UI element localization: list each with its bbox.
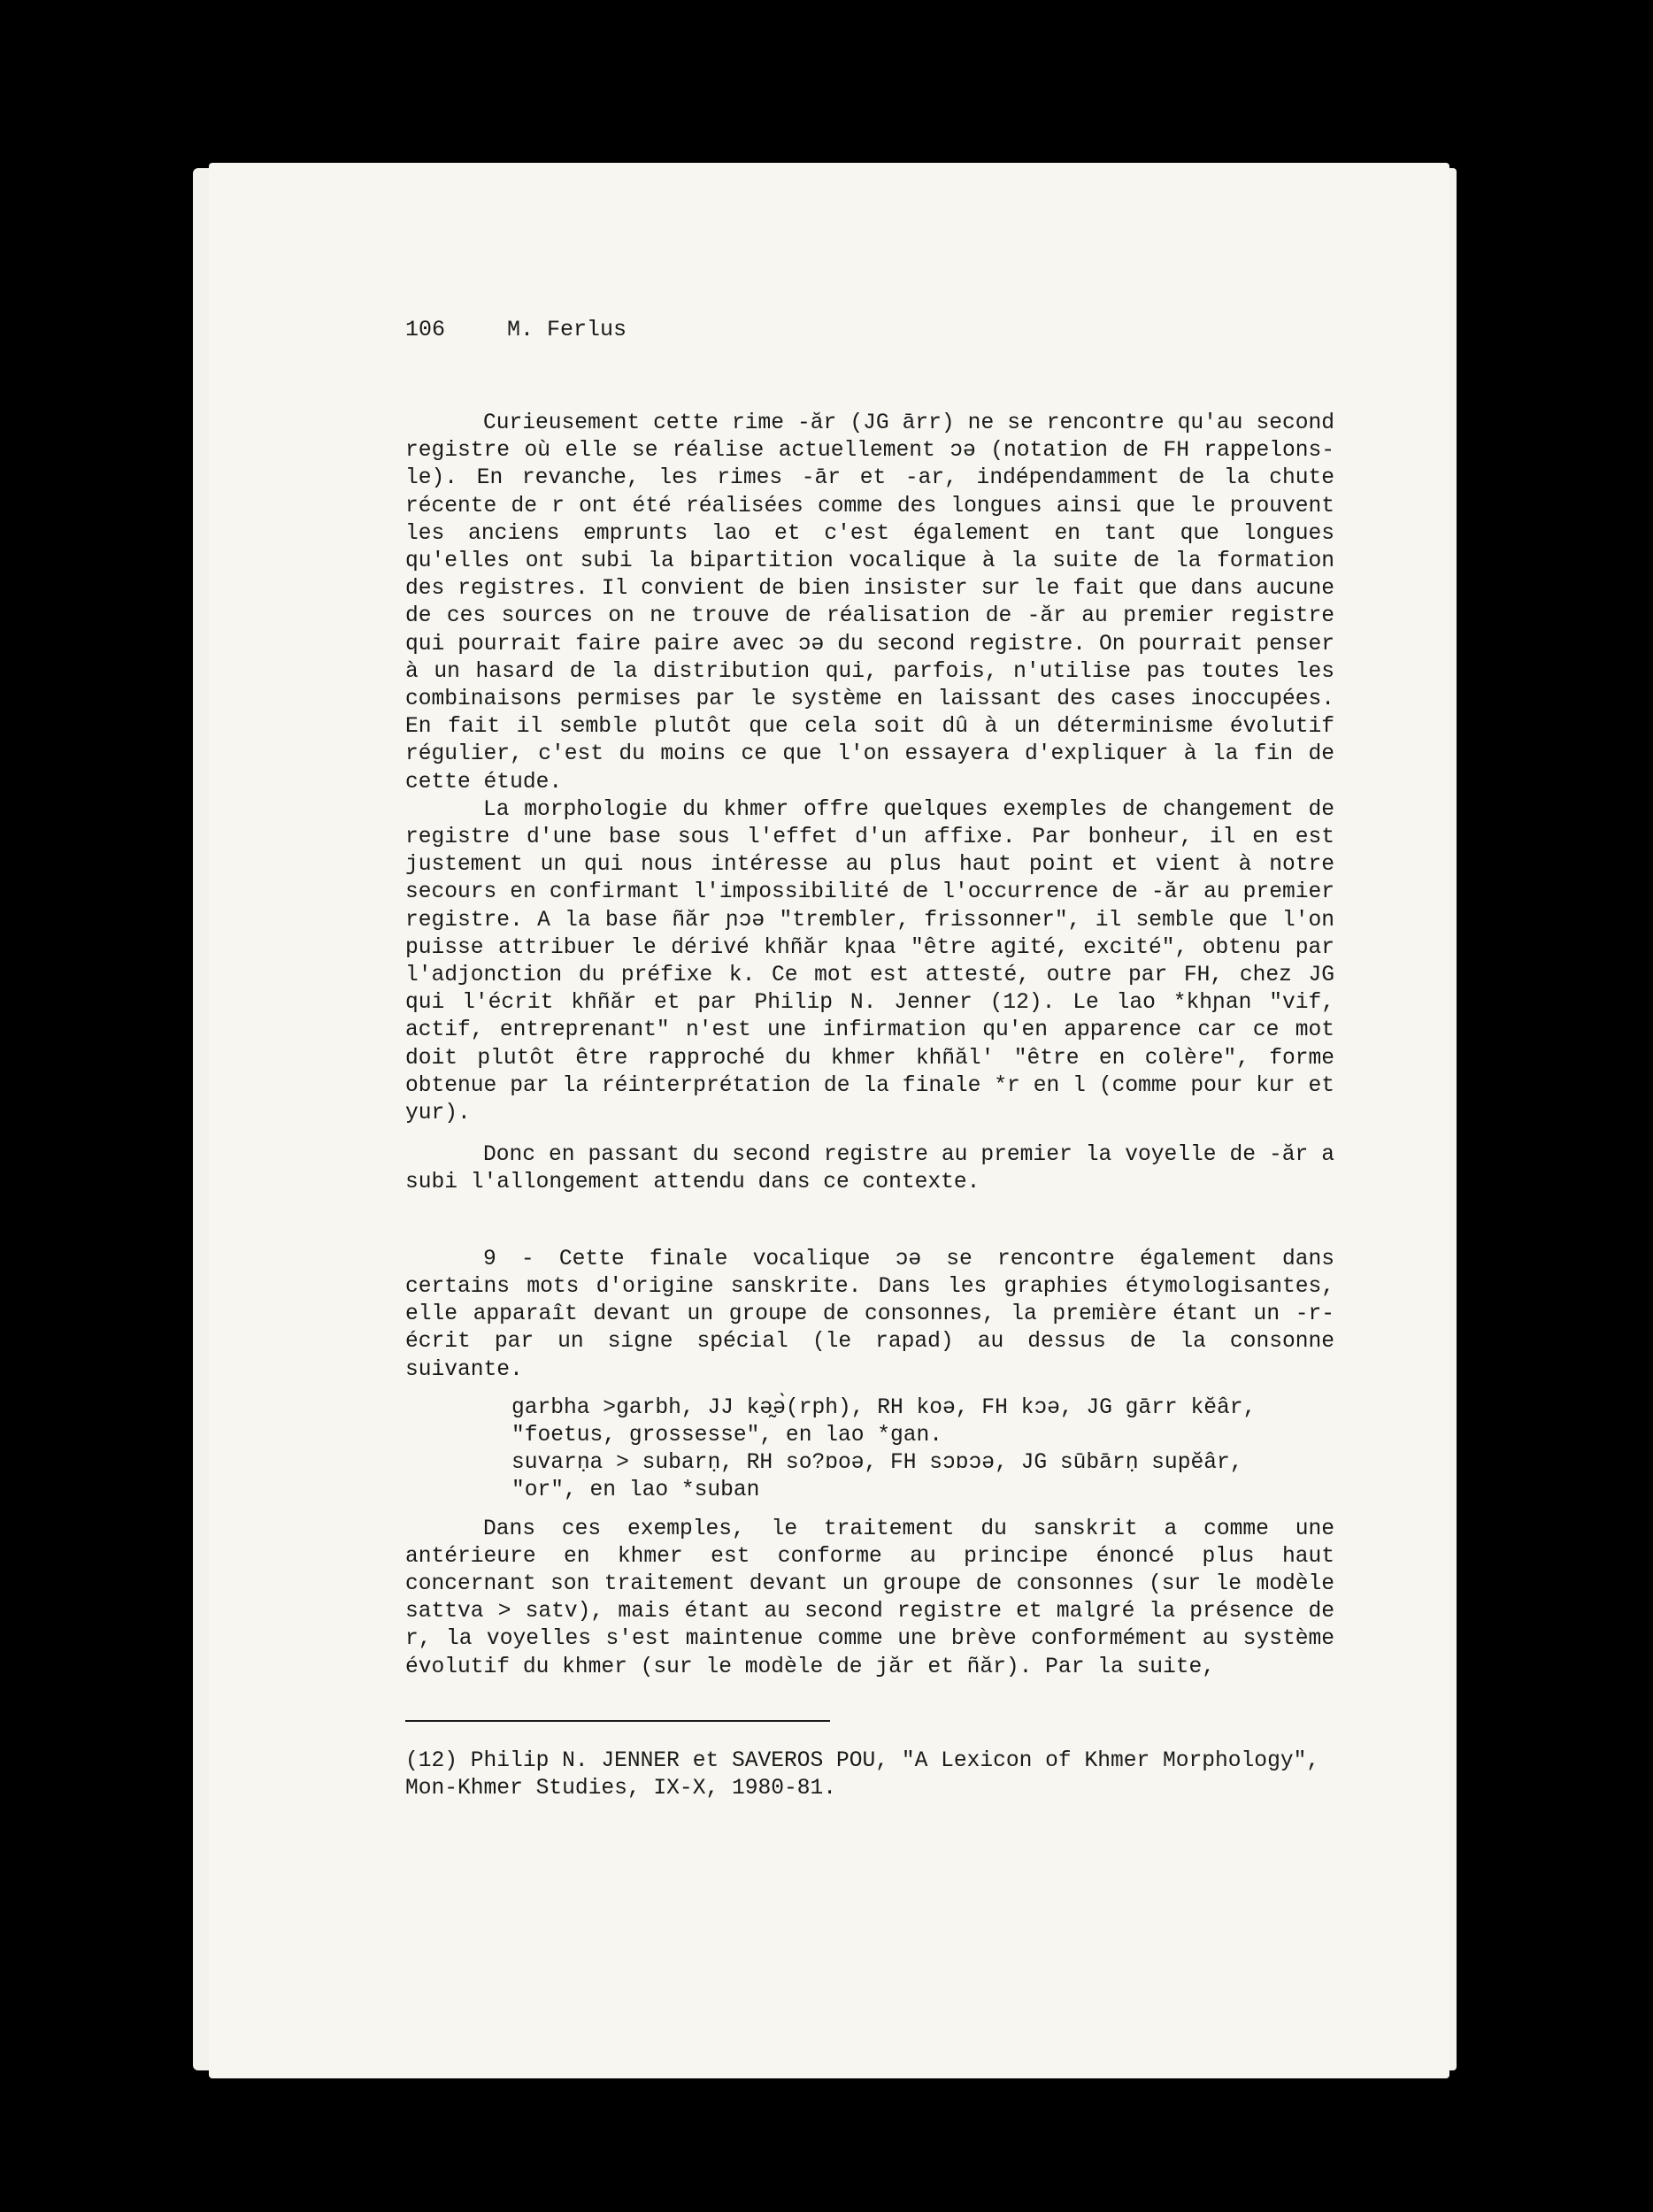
example-1-line-1: garbha >garbh, JJ kə̰ə̀(rph), RH koə, FH kɔə, JG gārr kĕâr, — [511, 1395, 1257, 1420]
example-1 — [511, 1394, 1334, 1449]
paragraph-2: La morphologie du khmer offre quelques exemples de changement de registre d'une base sous l'effet d'un affixe. Par bonheur, il en est justement un qui nous intéresse au plus haut point et vient à notre secours en confirmant l'impossibilité de l'occurrence de -ăr au premier registre. A la base ñăr ɲɔə "trembler, frissonner", il semble que l'on puisse attribuer le dérivé khñăr kɲaa "être agité, excité", obtenu par l'adjonction du préfixe k. Ce mot est attesté, outre par FH, chez JG qui l'écrit khñăr et par Philip N. Jenner (12). Le lao *khɲan "vif, actif, entreprenant" n'est une infirmation qu'en apparence car ce mot doit plutôt être rapproché du khmer khñăl' "être en colère", forme obtenue par la réinterprétation de la finale *r en l (comme pour kur et yur). — [405, 797, 1334, 1126]
paragraph-1: Curieusement cette rime -ăr (JG ārr) ne se rencontre qu'au second registre où elle se réalise actuellement ɔə (notation de FH rappelons-le). En revanche, les rimes -ār et -ar, indépendamment de la chute récente de r ont été réalisées comme des longues ainsi que le prouvent les anciens emprunts lao et c'est également en tant que longues qu'elles ont subi la bipartition vocalique à la suite de la formation des registres. Il convient de bien insister sur le fait que dans aucune de ces sources on ne trouve de réalisation de -ăr au premier registre qui pourrait faire paire avec ɔə du second registre. On pourrait penser à un hasard de la distribution qui, parfois, n'utilise pas toutes les combinaisons permises par le système en laissant des cases inoccupées. En fait il semble plutôt que cela soit dû à un déterminisme évolutif régulier, c'est du moins ce que l'on essayera d'expliquer à la fin de cette étude. — [405, 411, 1334, 795]
paragraph-3: Donc en passant du second registre au premier la voyelle de -ăr a subi l'allongement attendu dans ce contexte. — [405, 1143, 1334, 1195]
example-2-line-2: "or", en lao *suban — [511, 1479, 760, 1503]
page-number: 106 — [405, 317, 446, 342]
main-text — [405, 410, 1334, 1681]
footnote-line-1: (12) Philip N. JENNER et SAVEROS POU, "A Lexicon of Khmer Morphology", — [405, 1749, 1320, 1773]
footnote-rule — [405, 1720, 830, 1722]
footnote-line-2: Mon-Khmer Studies, IX-X, 1980-81. — [405, 1777, 837, 1801]
running-head: M. Ferlus — [507, 317, 627, 342]
example-2 — [511, 1449, 1334, 1504]
footnote — [405, 1747, 1343, 1802]
paragraph-4: 9 - Cette finale vocalique ɔə se rencontre également dans certains mots d'origine sanskrite. Dans les graphies étymologisantes, elle apparaît devant un groupe de consonnes, la première étant un -r- écrit par un signe spécial (le rapad) au dessus de la consonne suivante. — [405, 1247, 1334, 1382]
example-2-line-1: suvarṇa > subarṇ, RH so?ɒoə, FH sɔɒɔə, JG sūbārṇ supĕâr, — [511, 1451, 1243, 1476]
example-1-line-2: "foetus, grossesse", en lao *gan. — [511, 1423, 943, 1448]
paragraph-5: Dans ces exemples, le traitement du sanskrit a comme une antérieure en khmer est conforme au principe énoncé plus haut concernant son traitement devant un groupe de consonnes (sur le modèle sattva > satv), mais étant au second registre et malgré la présence de r, la voyelles s'est maintenue comme une brève conformément au système évolutif du khmer (sur le modèle de jăr et ñăr). Par la suite, — [405, 1517, 1334, 1679]
page-header — [405, 317, 627, 342]
